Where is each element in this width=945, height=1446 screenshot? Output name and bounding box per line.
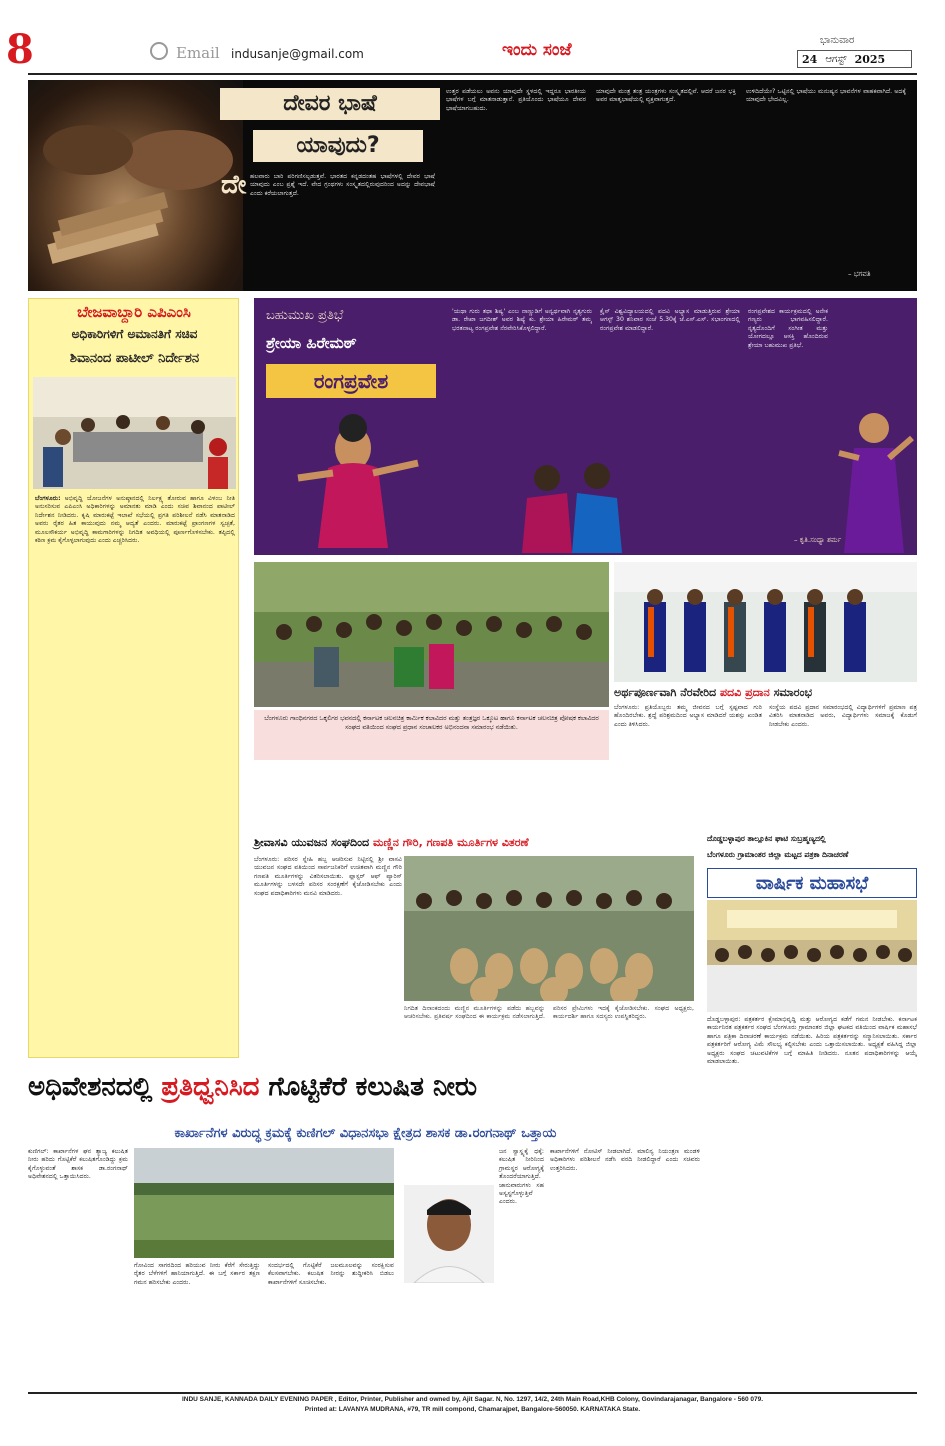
devara-col-1: ಹಲವಾರು ಬಾರಿ ಪರಿಗಣಿಸಲ್ಪಡುತ್ತವೆ. ಭಾರತದ ಕನ್ನಡದಂತಹ ಭಾಷೆಗಳಲ್ಲಿ ದೇವರ ಭಾಷೆ ಯಾವುದು ಎಂಬ ಪ್ರಶ್ನೆ ಇದೆ. ವೇದ ಗ್ರಂಥಗಳು ಸಂಸ್ಕೃತದಲ್ಲಿರುವುದರಿಂದ ಅದನ್ನು ದೇವಭಾಷೆ ಎಂದು ಕರೆಯಲಾಗುತ್ತದೆ. — [250, 173, 435, 197]
newspaper-logo: ಇಂದು ಸಂಜೆ — [502, 40, 572, 60]
adhiveshana-col-5: ಕಾರ್ಖಾನೆಗಳಿಗೆ ನೋಟಿಸ್ ನೀಡಲಾಗಿದೆ. ಮಾಲಿನ್ಯ ನಿಯಂತ್ರಣ ಮಂಡಳಿ ಅಧಿಕಾರಿಗಳು ಪರಿಶೀಲನೆ ನಡೆಸಿ ವರದಿ ನೀಡಲಿದ್ದಾರೆ ಎಂದು ಸಚಿವರು ಉತ್ತರಿಸಿದರು. — [550, 1148, 700, 1172]
email-icon — [150, 42, 168, 60]
shreya-title: ರಂಗಪ್ರವೇಶ — [266, 364, 436, 398]
meeting-photo — [33, 377, 236, 489]
dancer-photo-right — [834, 398, 914, 553]
bejawada-title-2: ಅಧಿಕಾರಿಗಳಿಗೆ ಅಮಾನತಿಗೆ ಸಚಿವ — [71, 327, 198, 341]
devara-byline: – ಭಗವತಿ — [848, 270, 871, 278]
adhiveshana-col-2: ಗೋವಿಂದ ಸಾಗರದಿಂದ ಹರಿಯುವ ನೀರು ಕೆರೆಗೆ ಸೇರುತ್ತಿದ್ದು ರೈತರ ಬೆಳೆಗಳಿಗೆ ಹಾನಿಯಾಗುತ್ತಿದೆ. ಈ ಬಗ್ಗೆ ಸರ್ಕಾರ ತಕ್ಷಣ ಗಮನ ಹರಿಸಬೇಕು ಎಂದರು. — [134, 1262, 260, 1286]
shreya-col-3: ರಂಗಪ್ರವೇಶದ ಕಾರ್ಯಕ್ರಮದಲ್ಲಿ ಅನೇಕ ಗಣ್ಯರು ಭಾಗವಹಿಸಲಿದ್ದಾರೆ. ನೃತ್ಯದೊಂದಿಗೆ ಸಂಗೀತ ಮತ್ತು ಯೋಗದಲ್ಲೂ ಆಸಕ್ತಿ ಹೊಂದಿರುವ ಶ್ರೇಯಾ ಬಹುಮುಖ ಪ್ರತಿಭೆ. — [748, 308, 828, 349]
adhiveshana-col-1: ಕುಣಿಗಲ್: ಕಾರ್ಖಾನೆಗಳ ಘನ ತ್ಯಾಜ್ಯ ಕಲುಷಿತ ನೀರು ಹರಿದು ಗೊಟ್ಟಿಕೆರೆ ಕಲುಷಿತಗೊಂಡಿದ್ದು ಕ್ರಮ ಕೈಗೊಳ್ಳುವಂತೆ ಶಾಸಕ ಡಾ.ರಂಗನಾಥ್ ಅಧಿವೇಶನದಲ್ಲಿ ಒತ್ತಾಯಿಸಿದರು. — [28, 1148, 128, 1181]
email-label: Email — [176, 44, 220, 62]
adhiveshana-headline — [28, 1070, 703, 1104]
graduation-photo — [614, 562, 917, 682]
adhiveshana-col-4: ಜನ ಸ್ವಾಸ್ಥ್ಯಕ್ಕೆ ಧಕ್ಕೆ: ಕಲುಷಿತ ನೀರಿನಿಂದ ಗ್ರಾಮಸ್ಥರ ಆರೋಗ್ಯಕ್ಕೆ ತೊಂದರೆಯಾಗುತ್ತಿದೆ. ಜಾನುವಾರುಗಳು ಸಹ ಅಸ್ವಸ್ಥಗೊಳ್ಳುತ್ತಿವೆ ಎಂದರು. — [499, 1148, 544, 1206]
adhiveshana-sub-b: ಕುಣಿಗಲ್ ವಿಧಾನಸಭಾ ಕ್ಷೇತ್ರದ ಶಾಸಕ ಡಾ.ರಂಗನಾಥ್ ಒತ್ತಾಯ — [296, 1126, 557, 1141]
padavi-title-3: ಸಮಾರಂಭ — [773, 686, 812, 699]
shreya-col-2: ಕ್ರೈಸ್ ವಿಶ್ವವಿದ್ಯಾಲಯದಲ್ಲಿ ಪದವಿ ಅಭ್ಯಾಸ ಮಾಡುತ್ತಿರುವ ಶ್ರೇಯಾ ಆಗಸ್ಟ್ 30 ಶನಿವಾರ ಸಂಜೆ 5.30ಕ್ಕೆ ಜೆ.ಎಸ್.ಎಸ್. ಸಭಾಂಗಣದಲ್ಲಿ ರಂಗಪ್ರವೇಶ ಮಾಡಲಿದ್ದಾರೆ. — [600, 308, 740, 332]
date-day: 24 — [802, 52, 818, 66]
adhiveshana-headline-a: ಅಧಿವೇಶನದಲ್ಲಿ — [28, 1072, 153, 1102]
devara-article — [28, 80, 917, 291]
bejawada-body-text: ಅಭಿವೃದ್ಧಿ ಯೋಜನೆಗಳ ಅನುಷ್ಠಾನದಲ್ಲಿ ನಿರ್ಲಕ್ಷ್ಯ ತೋರುವ ಹಾಗೂ ವಿಳಂಬ ನೀತಿ ಅನುಸರಿಸುವ ಎಪಿಎಂಸಿ ಅಧಿಕಾರಿಗಳನ್ನು ಅಮಾನತು ಮಾಡಿ ಎಂದು ಸಚಿವ ಶಿವಾನಂದ ಪಾಟೀಲ್ ನಿರ್ದೇಶನ ನೀಡಿದರು. ಕೃಷಿ ಮಾರುಕಟ್ಟೆ ಇಲಾಖೆ ಸಭೆಯಲ್ಲಿ ಪ್ರಗತಿ ಪರಿಶೀಲನೆ ನಡೆಸಿ ಮಾತನಾಡಿದ ಅವರು ರೈತರ ಹಿತ ಕಾಯುವುದು ನಮ್ಮ ಆದ್ಯತೆ ಎಂದರು. ಮಾರುಕಟ್ಟೆ ಪ್ರಾಂಗಣಗಳ ಸ್ವಚ್ಛತೆ, ಮೂಲಸೌಕರ್ಯ ಅಭಿವೃದ್ಧಿ ಕಾಮಗಾರಿಗಳನ್ನು ನಿಗದಿತ ಅವಧಿಯಲ್ಲಿ ಪೂರ್ಣಗೊಳಿಸಬೇಕು. ತಪ್ಪಿದಲ್ಲಿ ಕಠಿಣ ಕ್ರಮ ಕೈಗೊಳ್ಳಲಾಗುವುದು ಎಂದು ಎಚ್ಚರಿಸಿದರು. — [35, 495, 235, 545]
devara-headline-1: ದೇವರ ಭಾಷೆ — [220, 88, 440, 120]
padavi-title-2: ಪದವಿ ಪ್ರದಾನ — [720, 686, 770, 699]
page-number: 8 — [6, 26, 34, 73]
email-address: indusanje@gmail.com — [231, 47, 364, 61]
date-year: 2025 — [854, 52, 886, 66]
padavi-col-2: ಸಂಸ್ಥೆಯ ಪದವಿ ಪ್ರದಾನ ಸಮಾರಂಭದಲ್ಲಿ ವಿದ್ಯಾರ್ಥಿಗಳಿಗೆ ಪ್ರಮಾಣ ಪತ್ರ ವಿತರಿಸಿ ಮಾತನಾಡಿದ ಅವರು, ವಿದ್ಯಾರ್ಥಿಗಳು ಸಮಾಜಕ್ಕೆ ಕೊಡುಗೆ ನೀಡಬೇಕು ಎಂದರು. — [769, 704, 917, 728]
srinivasa-continued: ನಿಗದಿತ ದಿನಾಂಕದಂದು ಮಣ್ಣಿನ ಮೂರ್ತಿಗಳನ್ನು ಪಡೆದು ಹಬ್ಬವನ್ನು ಆಚರಿಸಬೇಕು. ಪ್ರತಿವರ್ಷ ಸಂಘದಿಂದ ಈ ಕಾರ್ಯಕ್ರಮ ನಡೆಸಲಾಗುತ್ತಿದೆ. ಪರಿಸರ ಪ್ರೇಮಿಗಳು ಇದಕ್ಕೆ ಕೈಜೋಡಿಸಬೇಕು. ಸಂಘದ ಅಧ್ಯಕ್ಷರು, ಕಾರ್ಯದರ್ಶಿ ಹಾಗೂ ಸದಸ್ಯರು ಉಪಸ್ಥಿತರಿದ್ದರು. — [404, 1005, 694, 1021]
group-photo — [254, 562, 609, 707]
shreya-col-1: 'ಯಥಾ ಗುರು ತಥಾ ಶಿಷ್ಯ' ಎಂಬ ನಾಣ್ಣುಡಿಗೆ ಅನ್ವರ್ಥವಾಗಿ ನೃತ್ಯಗುರು ಡಾ. ರೇಖಾ ಜಗದೀಶ್ ಅವರ ಶಿಷ್ಯೆ ಕು. ಶ್ರೇಯಾ ಹಿರೇಮಠ್ ತಮ್ಮ ಭರತನಾಟ್ಯ ರಂಗಪ್ರವೇಶ ನೆರವೇರಿಸಿಕೊಳ್ಳಲಿದ್ದಾರೆ. — [452, 308, 592, 332]
srinivasa-title-1: ಶ್ರೀವಾಸವಿ ಯುವಜನ ಸಂಘದಿಂದ — [254, 836, 370, 849]
adhiveshana-subheadline — [28, 1126, 703, 1141]
bejawada-body — [35, 495, 235, 1050]
date-box — [797, 50, 912, 68]
adhiveshana-headline-b: ಪ್ರತಿಧ್ವನಿಸಿದ — [161, 1072, 260, 1102]
srinivasa-body: ಬೆಂಗಳೂರು: ಪರಿಸರ ಸ್ನೇಹಿ ಹಬ್ಬ ಆಚರಿಸುವ ನಿಟ್ಟಿನಲ್ಲಿ ಶ್ರೀ ವಾಸವಿ ಯುವಜನ ಸಂಘದ ವತಿಯಿಂದ ಸಾರ್ವಜನಿಕರಿಗೆ ಉಚಿತವಾಗಿ ಮಣ್ಣಿನ ಗೌರಿ ಗಣಪತಿ ಮೂರ್ತಿಗಳನ್ನು ವಿತರಿಸಲಾಯಿತು. ಪ್ಲಾಸ್ಟರ್ ಆಫ್ ಪ್ಯಾರಿಸ್ ಮೂರ್ತಿಗಳನ್ನು ಬಳಸದೇ ಪರಿಸರ ಸಂರಕ್ಷಣೆಗೆ ಕೈಜೋಡಿಸಬೇಕು ಎಂದು ಸಂಘದ ಪದಾಧಿಕಾರಿಗಳು ಮನವಿ ಮಾಡಿದರು. — [254, 856, 402, 897]
date-weekday: ಭಾನುವಾರ — [820, 35, 855, 46]
adhiveshana-headline-c: ಗೊಟ್ಟಿಕೆರೆ ಕಲುಷಿತ ನೀರು — [268, 1072, 477, 1102]
padavi-title-1: ಅರ್ಥಪೂರ್ಣವಾಗಿ ನೆರವೇರಿದ — [614, 686, 717, 699]
lake-photo — [134, 1148, 394, 1258]
dancer-photo-left — [268, 408, 438, 548]
varshika-body: ದೊಡ್ಡಬಳ್ಳಾಪುರ: ಪತ್ರಕರ್ತರ ಕ್ಷೇಮಾಭಿವೃದ್ಧಿ ಮತ್ತು ಆರೋಗ್ಯದ ಕಡೆಗೆ ಗಮನ ನೀಡಬೇಕು. ಕರ್ನಾಟಕ ಕಾರ್ಯನಿರತ ಪತ್ರಕರ್ತರ ಸಂಘದ ಬೆಂಗಳೂರು ಗ್ರಾಮಾಂತರ ಜಿಲ್ಲಾ ಘಟಕದ ವತಿಯಿಂದ ವಾರ್ಷಿಕ ಮಹಾಸಭೆ ಹಾಗೂ ಪತ್ರಿಕಾ ದಿನಾಚರಣೆ ಕಾರ್ಯಕ್ರಮ ನಡೆಯಿತು. ಹಿರಿಯ ಪತ್ರಕರ್ತರನ್ನು ಸನ್ಮಾನಿಸಲಾಯಿತು. ಸರ್ಕಾರ ಪತ್ರಕರ್ತರಿಗೆ ಆರೋಗ್ಯ ವಿಮೆ ಸೌಲಭ್ಯ ಕಲ್ಪಿಸಬೇಕು ಎಂದು ಒತ್ತಾಯಿಸಲಾಯಿತು. ಅಧ್ಯಕ್ಷತೆ ವಹಿಸಿದ್ದ ಜಿಲ್ಲಾ ಅಧ್ಯಕ್ಷರು ಸಂಘದ ಚಟುವಟಿಕೆಗಳ ಬಗ್ಗೆ ಮಾಹಿತಿ ನೀಡಿದರು. ನೂತನ ಪದಾಧಿಕಾರಿಗಳನ್ನು ಆಯ್ಕೆ ಮಾಡಲಾಯಿತು. — [707, 1016, 917, 1066]
shreya-name: ಶ್ರೇಯಾ ಹಿರೇಮಠ್ — [266, 334, 357, 352]
devara-col-4: ಉಳಿದಿದೆಯೇ? ಒಟ್ಟಿನಲ್ಲಿ ಭಾಷೆಯು ಮನುಷ್ಯನ ಭಾವನೆಗಳ ವಾಹಕವಾಗಿದೆ. ಅದಕ್ಕೆ ಯಾವುದೇ ಭೇದವಿಲ್ಲ. — [746, 88, 906, 104]
bejawada-title-1: ಬೇಜವಾಬ್ದಾರಿ ಎಪಿಎಂಸಿ — [77, 303, 191, 321]
guru-and-disciple-photo — [512, 448, 632, 553]
varshika-title: ವಾರ್ಷಿಕ ಮಹಾಸಭೆ — [707, 868, 917, 898]
shreya-article — [254, 298, 917, 555]
footer-imprint-2: Printed at: LAVANYA MUDRANA, #79, TR mill compond, Chamarajpet, Bangalore-560050. KARNATAKA State. — [304, 1406, 641, 1413]
bejawada-dateline: ಬೆಂಗಳೂರು: — [35, 495, 61, 502]
devara-headline-2: ಯಾವುದು? — [253, 130, 423, 162]
devara-col-2: ಉತ್ತರ ಪಡೆಯಲು ಅವನು ಯಾವುದೇ ಸ್ಥಳದಲ್ಲಿ ಇದ್ದರೂ ಭಾರತೀಯ ಭಾಷೆಗಳ ಬಗ್ಗೆ ಮಾತನಾಡುತ್ತಾನೆ. ಪ್ರತಿಯೊಂದು ಭಾಷೆಯೂ ದೇವರ ಭಾಷೆಯಾಗಬಹುದು. — [446, 88, 586, 112]
devara-dropcap: ದೇ — [221, 170, 247, 200]
palm-leaf-manuscript-photo — [28, 80, 243, 291]
varshika-kicker-2: ಬೆಂಗಳೂರು ಗ್ರಾಮಾಂತರ ಜಿಲ್ಲಾ ಮಟ್ಟದ ಪತ್ರಕಾ ದಿನಾಚರಣೆ — [707, 850, 849, 859]
padavi-title — [614, 686, 917, 700]
adhiveshana-sub-a: ಕಾರ್ಖಾನೆಗಳ ವಿರುದ್ಧ ಕ್ರಮಕ್ಕೆ — [174, 1126, 292, 1141]
shreya-label: ಬಹುಮುಖ ಪ್ರತಿಭೆ — [266, 308, 344, 323]
bejawada-title-3: ಶಿವಾನಂದ ಪಾಟೀಲ್ ನಿರ್ದೇಶನ — [69, 351, 200, 366]
srinivasa-title-3: ಗಣಪತಿ ಮೂರ್ತಿಗಳ ವಿತರಣೆ — [426, 836, 529, 849]
srinivasa-title — [254, 836, 609, 850]
date-month: ಆಗಸ್ಟ್ — [825, 53, 847, 65]
srinivasa-title-2: ಮಣ್ಣಿನ ಗೌರಿ, — [372, 836, 423, 849]
ganesha-idols-photo — [404, 856, 694, 1001]
adhiveshana-col-3: ಸಂದರ್ಭದಲ್ಲಿ ಗೊಟ್ಟಿಕೆರೆ ಜಲಮೂಲವನ್ನು ಸಂರಕ್ಷಿಸುವ ಕೆಲಸವಾಗಬೇಕು. ಕಲುಷಿತ ನೀರನ್ನು ಶುದ್ಧೀಕರಿಸಿ ಬಿಡಲು ಕಾರ್ಖಾನೆಗಳಿಗೆ ಸೂಚಿಸಬೇಕು. — [268, 1262, 394, 1286]
varshika-kicker-1: ದೊಡ್ಡಬಳ್ಳಾಪುರ ತಾಲ್ಲೂಕಿನ ಘಾಟಿ ಸುಬ್ರಹ್ಮಣ್ಯದಲ್ಲಿ — [707, 834, 826, 843]
padavi-photo-caption: ಬೆಂಗಳೂರು ಗಾಂಧಿನಗರದ ಒಕ್ಕಲಿಗರ ಭವನದಲ್ಲಿ ಕರ್ನಾಟಕ ಚಲನಚಿತ್ರ ಕಾರ್ಮಿಕ ಕಲಾವಿದರ ಮತ್ತು ತಂತ್ರಜ್ಞರ ಒಕ್ಕೂಟ ಹಾಗೂ ಕರ್ನಾಟಕ ಚಲನಚಿತ್ರ ಪೋಷಕ ಕಲಾವಿದರ ಸಂಘದ ವತಿಯಿಂದ ಸಂಘದ ಪ್ರಧಾನ ಸಂಚಾಲಕರ ಅಭಿನಂದನಾ ಸಮಾರಂಭ ನಡೆಯಿತು. — [254, 710, 609, 760]
devara-col-3: ಯಾವುದೇ ಮಂತ್ರ ತಂತ್ರ ಯಂತ್ರಗಳು ಸಂಸ್ಕೃತದಲ್ಲಿವೆ. ಆದರೆ ಜನರ ಭಕ್ತಿ ಅವರ ಮಾತೃಭಾಷೆಯಲ್ಲಿ ವ್ಯಕ್ತವಾಗುತ್ತದೆ. — [596, 88, 736, 104]
shreya-byline: – ಕೃತಿ.ಸಂಧ್ಯಾ ಶರ್ಮ — [794, 536, 842, 544]
padavi-col-1: ಬೆಂಗಳೂರು: ಪ್ರತಿಯೊಬ್ಬರು ತಮ್ಮ ಜೀವನದ ಬಗ್ಗೆ ಸ್ಪಷ್ಟವಾದ ಗುರಿ ಹೊಂದಿರಬೇಕು. ಶ್ರದ್ಧೆ ಪರಿಶ್ರಮದಿಂದ ಅಭ್ಯಾಸ ಮಾಡಿದರೆ ಯಶಸ್ಸು ಖಂಡಿತ ಎಂದು ತಿಳಿಸಿದರು. — [614, 704, 762, 728]
bejawada-article — [28, 298, 239, 1058]
footer-imprint-1: INDU SANJE, KANNADA DAILY EVENING PAPER , Editor, Printer, Publisher and owned by, Ajit Sagar. N, No. 1297, 14/2, 24th Main Road,KHB Colony, Govindarajanagar, Bangalore - 560 079. — [181, 1396, 764, 1403]
journalists-group-photo — [707, 900, 917, 1012]
